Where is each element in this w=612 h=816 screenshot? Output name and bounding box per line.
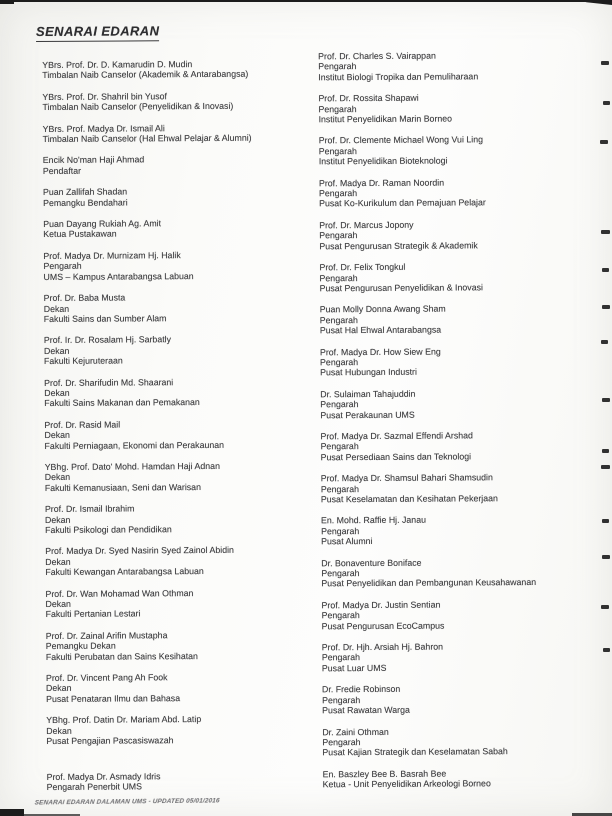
list-item-line: Prof. Dr. Baba Musta — [43, 292, 126, 304]
list-item-line: Pusat Pengurusan Strategik & Akademik — [319, 240, 478, 251]
list-item — [45, 545, 317, 578]
list-item-line: Fakulti Kejuruteraan — [43, 355, 123, 367]
list-item-line: Prof. Madya Dr. Raman Noordin — [318, 177, 445, 188]
list-item-line: Pengarah — [322, 694, 361, 705]
list-item — [42, 90, 314, 112]
list-item-line: Pusat Hubungan Industri — [320, 367, 417, 378]
list-item — [319, 261, 611, 294]
list-item — [322, 725, 612, 758]
list-item-line: YBhg. Prof. Dato' Mohd. Hamdan Haji Adnan — [44, 460, 220, 472]
list-item-line: Pemangku Bendahari — [43, 197, 128, 208]
list-item-line: Dekan — [44, 514, 71, 525]
list-item-line: Pusat Penataran Ilmu dan Bahasa — [46, 693, 181, 704]
list-item-line: Dekan — [45, 683, 72, 694]
list-item-line: Puan Molly Donna Awang Sham — [319, 303, 446, 315]
list-item-line: Pengarah — [318, 103, 357, 114]
list-item-line: Pengarah — [318, 145, 357, 157]
list-item-line: Pusat Penyelidikan dan Pembangunan Keusahawanan — [321, 577, 537, 589]
list-item — [322, 641, 612, 674]
list-item-line: Pengarah — [318, 188, 358, 199]
list-item-line: Dekan — [44, 472, 71, 483]
list-item-line: Pendaftar — [42, 165, 82, 176]
list-item — [320, 303, 612, 336]
list-item-line: Prof. Dr. Rossita Shapawi — [318, 92, 419, 104]
list-item-line: YBrs. Prof. Dr. D. Kamarudin D. Mudin — [42, 59, 193, 70]
list-item-line: Dekan — [45, 598, 71, 610]
list-item-line: Pengarah — [320, 357, 359, 368]
list-item-line: Prof. Dr. Sharifudin Md. Shaarani — [44, 376, 174, 388]
list-item — [322, 683, 612, 716]
list-item-line: Pusat Luar UMS — [321, 662, 387, 674]
list-item — [43, 249, 315, 282]
list-item-line: Pengarah — [319, 314, 358, 326]
list-item-line: Pusat Kajian Strategik dan Keselamatan Sabah — [322, 746, 508, 758]
distribution-list-right-column — [318, 50, 612, 801]
list-item — [319, 218, 611, 251]
list-item-line: Pusat Ko-Kurikulum dan Pemajuan Pelajar — [319, 197, 486, 209]
list-item-line: Pengarah — [321, 568, 360, 579]
list-item-line: Pengarah Penerbit UMS — [46, 781, 143, 792]
list-item — [46, 671, 318, 704]
list-item — [319, 134, 611, 167]
list-item-line: Fakulti Perubatan dan Sains Kesihatan — [45, 650, 198, 662]
list-item-line: Prof. Dr. Hjh. Arsiah Hj. Bahron — [321, 641, 444, 653]
list-item-line: Prof. Dr. Clemente Michael Wong Vui Ling — [318, 134, 484, 146]
list-item-line: Timbalan Naib Canselor (Akademik & Antarabangsa) — [42, 69, 249, 81]
list-item-line: Prof. Dr. Felix Tongkul — [319, 261, 406, 273]
list-item-line: Pengarah — [320, 483, 359, 494]
list-item-line: Institut Penyelidikan Bioteknologi — [318, 155, 448, 167]
list-item-line: Prof. Dr. Wan Mohamad Wan Othman — [45, 587, 194, 599]
list-item-line: Prof. Madya Dr. Asmady Idris — [46, 770, 161, 782]
list-item-line: Fakulti Kemanusiaan, Seni dan Warisan — [44, 481, 201, 493]
list-item-line: Prof. Dr. Vincent Pang Ah Fook — [45, 672, 168, 684]
list-item-line: Fakulti Psikologi dan Pendidikan — [45, 524, 172, 535]
list-item-line: YBrs. Prof. Dr. Shahril bin Yusof — [42, 91, 167, 102]
list-item — [45, 503, 317, 536]
distribution-list-left-column — [42, 58, 319, 803]
list-item-line: Fakulti Pertanian Lestari — [45, 608, 141, 620]
list-item-line: Fakulti Kewangan Antarabangsa Labuan — [45, 566, 204, 578]
list-item-line: Pengarah — [321, 652, 361, 663]
list-item — [43, 122, 315, 144]
list-item — [46, 714, 318, 747]
list-item — [320, 345, 612, 378]
list-item — [43, 217, 315, 239]
list-item — [46, 629, 318, 662]
list-item-line: Fakulti Sains dan Sumber Alam — [43, 313, 167, 324]
list-item-line: Pusat Persediaan Sains dan Teknologi — [320, 451, 472, 463]
list-item-line: Pusat Hal Ehwal Antarabangsa — [319, 324, 442, 336]
list-item-line: Pusat Keselamatan dan Kesihatan Pekerjaan — [320, 493, 498, 505]
list-item-line: Prof. Ir. Dr. Rosalam Hj. Sarbatly — [43, 334, 172, 346]
list-item-line: Timbalan Naib Canselor (Hal Ehwal Pelajar & Alumni) — [42, 132, 252, 145]
list-item — [44, 418, 316, 451]
list-item — [320, 429, 612, 462]
list-item-line: Dekan — [45, 556, 71, 567]
list-item-line: Dr. Zaini Othman — [322, 726, 389, 737]
list-item-line: UMS – Kampus Antarabangsa Labuan — [43, 270, 194, 282]
list-item — [321, 514, 612, 547]
list-item-line: Prof. Madya Dr. Murnizam Hj. Halik — [43, 250, 181, 261]
list-item-line: Prof. Dr. Zainal Arifin Mustapha — [45, 630, 168, 641]
list-item — [321, 598, 612, 631]
list-item-line: Puan Dayang Rukiah Ag. Amit — [43, 218, 162, 230]
list-item-line: Prof. Dr. Charles S. Vairappan — [318, 50, 436, 62]
list-item-line: Pusat Rawatan Warga — [322, 704, 410, 716]
list-item-line: Dekan — [46, 725, 72, 736]
list-item-line: Ketua - Unit Penyelidikan Arkeologi Borneo — [322, 778, 491, 790]
list-item — [47, 770, 319, 792]
list-item-line: Prof. Dr. Rasid Mail — [44, 419, 121, 430]
list-item-line: Dr. Sulaiman Tahajuddin — [320, 388, 416, 400]
list-item-line: Pusat Pengajian Pascasiswazah — [46, 735, 174, 747]
list-item-line: Pengarah — [321, 610, 360, 621]
list-item — [319, 176, 611, 209]
list-item-line: Timbalan Naib Canselor (Penyelidikan & Inovasi) — [42, 101, 234, 113]
list-item-line: Dr. Fredie Robinson — [322, 684, 401, 695]
list-item-line: Pengarah — [321, 525, 360, 537]
list-item-line: Pengarah — [322, 736, 361, 748]
list-item-line: Prof. Dr. Ismail Ibrahim — [44, 503, 135, 515]
list-item-line: Pusat Alumni — [321, 536, 373, 547]
list-item-line: Pusat Pengurusan EcoCampus — [321, 620, 445, 631]
list-item-line: Pengarah — [320, 399, 359, 410]
page-footer: SENARAI EDARAN DALAMAN UMS - UPDATED 05/01/2016 — [34, 797, 220, 807]
list-item-line: Prof. Madya Dr. Syed Nasirin Syed Zainol Abidin — [45, 545, 234, 557]
page-title: SENARAI EDARAN — [36, 23, 159, 42]
list-item-line: Pemangku Dekan — [45, 640, 116, 652]
list-item-line: En. Mohd. Raffie Hj. Janau — [320, 515, 427, 526]
list-item — [43, 154, 315, 176]
list-item-line: Pengarah — [319, 230, 358, 241]
list-item — [318, 50, 610, 83]
list-item-line: Dekan — [44, 429, 70, 441]
list-item-line: Puan Zallifah Shadan — [42, 186, 128, 198]
list-item-line: YBhg. Prof. Datin Dr. Mariam Abd. Latip — [46, 714, 202, 726]
list-item — [44, 376, 316, 409]
list-item-line: Pengarah — [319, 272, 358, 283]
list-item-line: Prof. Madya Dr. How Siew Eng — [319, 346, 441, 357]
list-item-line: Dr. Bonaventure Boniface — [321, 557, 422, 568]
list-item-line: Ketua Pustakawan — [43, 229, 117, 240]
list-item-line: En. Baszley Bee B. Basrah Bee — [322, 768, 447, 780]
list-item-line: YBrs. Prof. Madya Dr. Ismail Ali — [42, 122, 165, 134]
list-item-line: Prof. Madya Dr. Justin Sentian — [321, 599, 441, 611]
list-item — [45, 460, 317, 493]
list-item-line: Prof. Dr. Marcus Jopony — [319, 219, 414, 231]
list-item-line: Dekan — [43, 303, 70, 314]
list-item-line: Pengarah — [320, 441, 359, 452]
list-item — [44, 291, 316, 324]
list-item-line: Pusat Pengurusan Penyelidikan & Inovasi — [319, 282, 483, 294]
list-item-line: Fakulti Sains Makanan dan Pemakanan — [44, 397, 200, 409]
list-item — [318, 92, 610, 125]
list-item — [42, 58, 314, 80]
list-item-line: Institut Penyelidikan Marin Borneo — [318, 113, 453, 125]
list-item-line: Pengarah — [43, 261, 82, 272]
list-item-line: Encik No'man Haji Ahmad — [42, 154, 145, 166]
list-item-line: Pengarah — [318, 61, 357, 72]
list-item — [45, 587, 317, 620]
list-item-line: Dekan — [44, 387, 70, 398]
list-item — [321, 556, 612, 589]
list-item-line: Institut Biologi Tropika dan Pemuliharaan — [318, 71, 479, 83]
list-item-line: Dekan — [43, 345, 70, 356]
list-item-line: Prof. Madya Dr. Sazmal Effendi Arshad — [320, 430, 473, 442]
list-item — [320, 387, 612, 420]
list-item-line: Prof. Madya Dr. Shamsul Bahari Shamsudin — [320, 472, 493, 484]
list-item — [321, 472, 612, 505]
list-item-line: Fakulti Perniagaan, Ekonomi dan Perakaunan — [44, 439, 225, 451]
list-item — [323, 767, 612, 790]
list-item-line: Pusat Perakaunan UMS — [320, 409, 415, 420]
list-item — [44, 334, 316, 367]
list-item — [43, 186, 315, 208]
